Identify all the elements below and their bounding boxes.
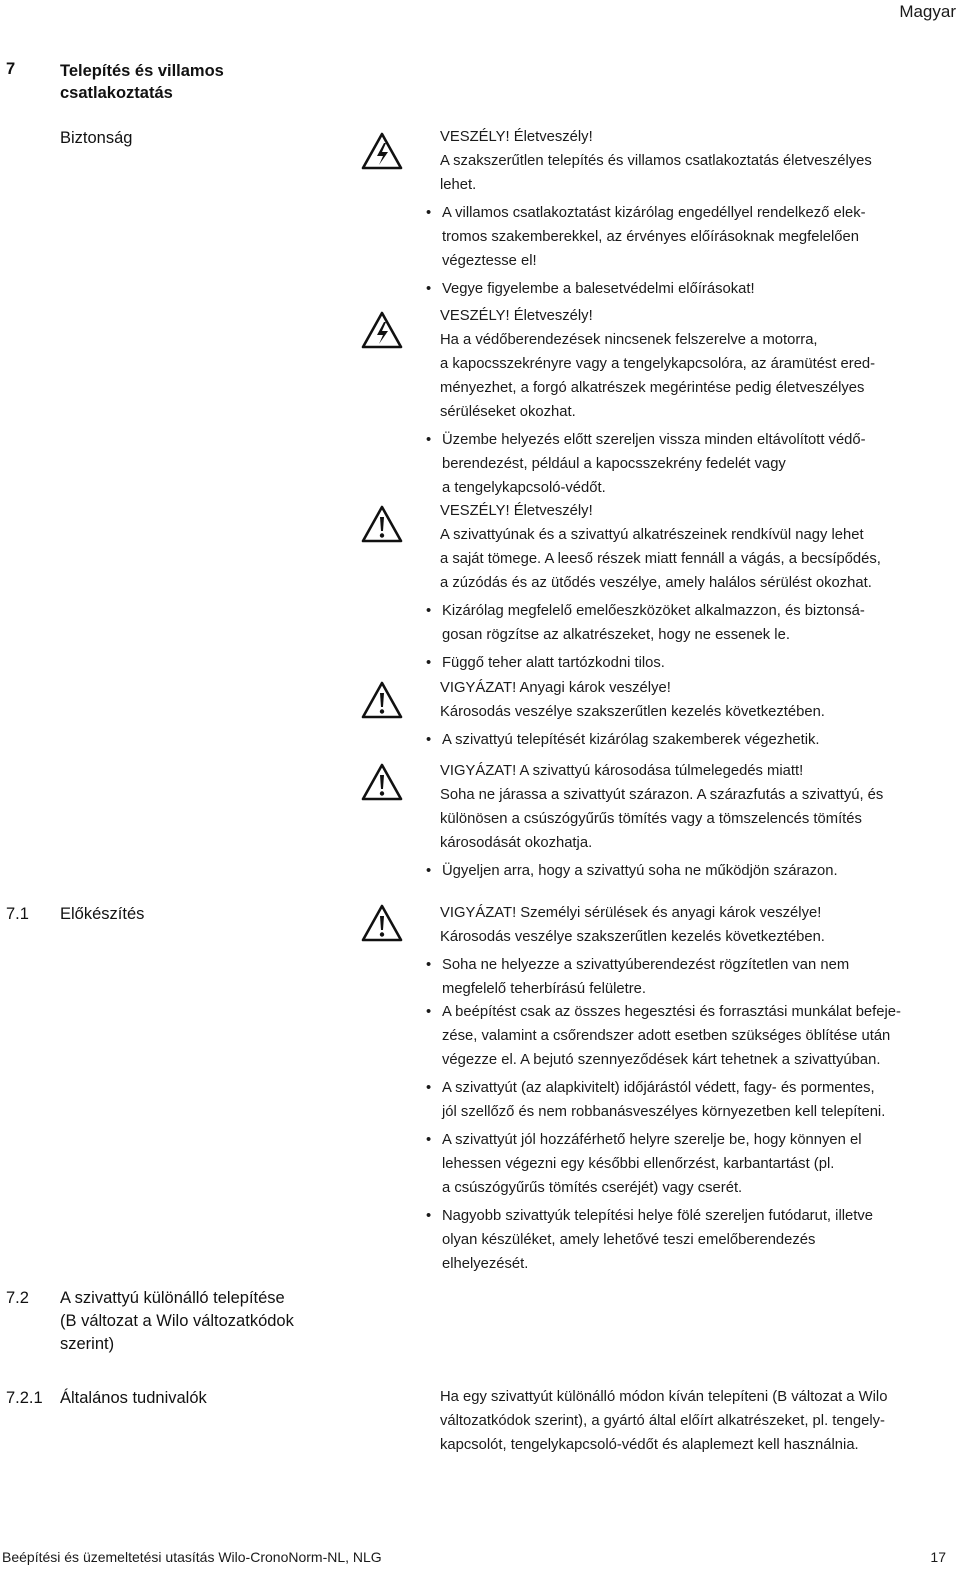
warning-heading: VIGYÁZAT! A szivattyú károsodása túlmelegedés miatt! — [440, 763, 804, 779]
section-title — [60, 60, 224, 104]
warning-heading: VESZÉLY! Életveszély! — [440, 503, 593, 519]
list-item-line: • Üzembe helyezés előtt szereljen vissza minden eltávolított védő- — [442, 432, 866, 448]
warning-heading: VESZÉLY! Életveszély! — [440, 308, 593, 324]
section-title-line: Telepítés és villamos — [60, 62, 224, 80]
list-item-line: • Kizárólag megfelelő emelőeszközöket alkalmazzon, és biztonsá- — [442, 603, 865, 619]
warning-block — [440, 759, 952, 883]
warning-bullet-list — [440, 201, 952, 301]
section-number: 7.1 — [6, 905, 29, 923]
list-item-line: gosan rögzítse az alkatrészeket, hogy ne essenek le. — [442, 627, 790, 643]
list-item-line: • Függő teher alatt tartózkodni tilos. — [442, 655, 665, 671]
list-item-line: végezze el. A bejutó szennyeződések kárt tehetnek a szivattyúban. — [442, 1052, 881, 1068]
list-item-line: lehessen végezni egy későbbi ellenőrzést, karbantartást (pl. — [442, 1156, 835, 1172]
warning-text: a saját tömege. A leeső részek miatt fennáll a vágás, a becsípődés, — [440, 551, 881, 567]
warning-block — [440, 499, 952, 675]
warning-text: a zúzódás és az ütődés veszélye, amely halálos sérülést okozhat. — [440, 575, 872, 591]
list-item — [440, 1000, 952, 1072]
warning-text: sérüléseket okozhat. — [440, 404, 576, 420]
list-item-line: • Nagyobb szivattyúk telepítési helye fölé szereljen futódarut, illetve — [442, 1208, 873, 1224]
list-item-line: • A szivattyú telepítését kizárólag szakemberek végezhetik. — [442, 732, 820, 748]
warning-text: A szakszerűtlen telepítés és villamos csatlakoztatás életveszélyes — [440, 153, 872, 169]
list-item-line: megfelelő teherbírású felületre. — [442, 981, 646, 997]
warning-text: különösen a csúszógyűrűs tömítés vagy a tömszelencés tömítés — [440, 811, 862, 827]
list-item-line: • A szivattyút (az alapkivitelt) időjárástól védett, fagy- és pormentes, — [442, 1080, 875, 1096]
body-text-line: kapcsolót, tengelykapcsoló-védőt és alaplemezt kell használnia. — [440, 1437, 859, 1453]
electric-hazard-icon — [360, 131, 404, 171]
list-item — [440, 859, 952, 883]
list-item — [440, 651, 952, 675]
list-item-line: berendezést, például a kapocsszekrény fedelét vagy — [442, 456, 786, 472]
section-title-line: (B változat a Wilo változatkódok — [60, 1312, 294, 1330]
list-item-line: elhelyezését. — [442, 1256, 529, 1272]
list-item-line: végeztesse el! — [442, 253, 537, 269]
warning-text: Soha ne járassa a szivattyút szárazon. A szárazfutás a szivattyú, és — [440, 787, 884, 803]
page-number: 17 — [930, 1549, 946, 1565]
list-item-line: olyan készüléket, amely lehetővé teszi emelőberendezés — [442, 1232, 816, 1248]
warning-text: Károsodás veszélye szakszerűtlen kezelés következtében. — [440, 929, 825, 945]
list-item — [440, 953, 952, 1001]
list-item-line: • A villamos csatlakoztatást kizárólag engedéllyel rendelkező elek- — [442, 205, 866, 221]
section-title: Előkészítés — [60, 905, 145, 923]
list-item-line: jól szellőző és nem robbanásveszélyes környezetben kell telepíteni. — [442, 1104, 886, 1120]
warning-text: károsodását okozhatja. — [440, 835, 593, 851]
warning-block — [440, 901, 952, 1001]
list-item — [440, 599, 952, 647]
warning-text: lehet. — [440, 177, 477, 193]
general-warning-icon — [360, 680, 404, 720]
general-warning-icon — [360, 903, 404, 943]
warning-text: a kapocsszekrényre vagy a tengelykapcsolóra, az áramütést ered- — [440, 356, 876, 372]
footer-text: Beépítési és üzemeltetési utasítás Wilo-CronoNorm-NL, NLG — [2, 1549, 382, 1565]
list-item-line: tromos szakemberekkel, az érvényes előírásoknak megfelelően — [442, 229, 859, 245]
warning-heading: VIGYÁZAT! Anyagi károk veszélye! — [440, 680, 671, 696]
list-item — [440, 201, 952, 273]
list-item-line: • A szivattyút jól hozzáférhető helyre szerelje be, hogy könnyen el — [442, 1132, 862, 1148]
warning-text: Ha a védőberendezések nincsenek felszerelve a motorra, — [440, 332, 818, 348]
list-item-line: zése, valamint a csőrendszer adott esetben szükséges öblítése után — [442, 1028, 891, 1044]
safety-label: Biztonság — [60, 129, 133, 147]
general-warning-icon — [360, 504, 404, 544]
warning-text: Károsodás veszélye szakszerűtlen kezelés következtében. — [440, 704, 825, 720]
list-item-line: • A beépítést csak az összes hegesztési és forrasztási munkálat befeje- — [442, 1004, 901, 1020]
list-item — [440, 1076, 952, 1124]
list-item — [440, 277, 952, 301]
warning-block — [440, 676, 952, 752]
list-item-line: • Vegye figyelembe a balesetvédelmi előírásokat! — [442, 281, 755, 297]
section-number: 7 — [6, 60, 16, 78]
warning-bullet-list — [440, 599, 952, 675]
section-title: Általános tudnivalók — [60, 1389, 207, 1407]
body-text-line: változatkódok szerint), a gyártó által előírt alkatrészeket, pl. tengely- — [440, 1413, 885, 1429]
list-item-line: a tengelykapcsoló-védőt. — [442, 480, 606, 496]
language-label: Magyar — [899, 2, 956, 21]
body-text-line: Ha egy szivattyút különálló módon kíván telepíteni (B változat a Wilo — [440, 1389, 888, 1405]
preparation-bullet-list — [440, 1000, 952, 1276]
warning-block — [440, 304, 952, 500]
section-title-line: A szivattyú különálló telepítése — [60, 1289, 285, 1307]
warning-heading: VESZÉLY! Életveszély! — [440, 129, 593, 145]
warning-bullet-list — [440, 728, 952, 752]
list-item — [440, 728, 952, 752]
warning-block — [440, 125, 952, 301]
section-number: 7.2.1 — [6, 1389, 43, 1407]
warning-text: ményezhet, a forgó alkatrészek megérintése pedig életveszélyes — [440, 380, 865, 396]
general-warning-icon — [360, 762, 404, 802]
warning-bullet-list — [440, 428, 952, 500]
section-title-line: szerint) — [60, 1335, 115, 1353]
list-item — [440, 1204, 952, 1276]
general-info-text — [440, 1385, 952, 1457]
warning-bullet-list — [440, 859, 952, 883]
list-item-line: a csúszógyűrűs tömítés cseréjét) vagy cserét. — [442, 1180, 743, 1196]
list-item — [440, 428, 952, 500]
list-item-line: • Soha ne helyezze a szivattyúberendezést rögzítetlen van nem — [442, 957, 850, 973]
warning-bullet-list — [440, 953, 952, 1001]
electric-hazard-icon — [360, 310, 404, 350]
warning-heading: VIGYÁZAT! Személyi sérülések és anyagi károk veszélye! — [440, 905, 822, 921]
section-title-line: csatlakoztatás — [60, 84, 173, 102]
section-title — [60, 1287, 294, 1356]
preparation-list-block — [440, 996, 952, 1276]
warning-text: A szivattyúnak és a szivattyú alkatrészeinek rendkívül nagy lehet — [440, 527, 864, 543]
list-item — [440, 1128, 952, 1200]
section-number: 7.2 — [6, 1289, 29, 1307]
list-item-line: • Ügyeljen arra, hogy a szivattyú soha ne működjön szárazon. — [442, 863, 838, 879]
